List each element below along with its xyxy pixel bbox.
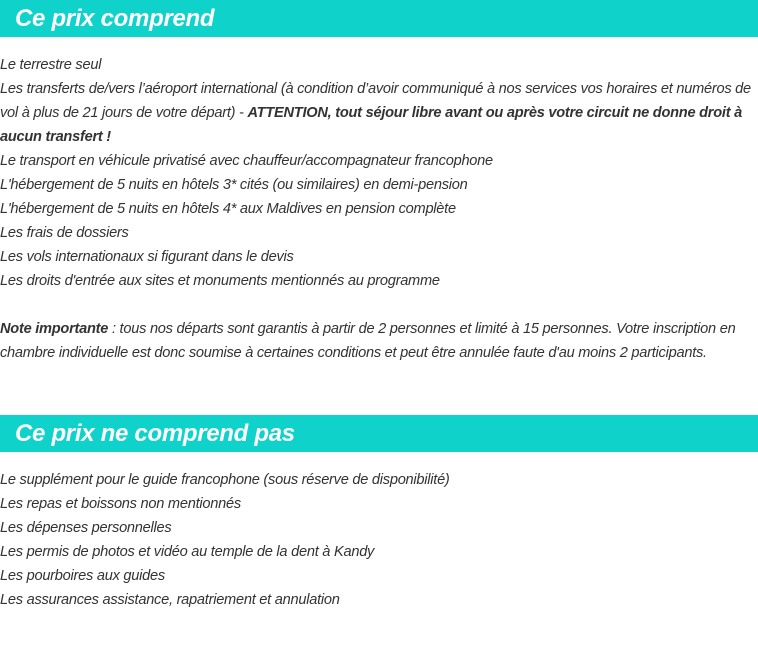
includes-list <box>0 53 756 293</box>
transfer-text: Les transferts de/vers l’aéroport international (à condition d’avoir communiqué à nos services vos horaires et numéros de vol à plus de 21 jours de votre départ) - <box>0 81 751 121</box>
list-item: Les dépenses personnelles <box>0 520 172 536</box>
list-item: Les permis de photos et vidéo au temple de la dent à Kandy <box>0 544 375 560</box>
includes-header <box>0 0 758 37</box>
list-item: Les droits d'entrée aux sites et monuments mentionnés au programme <box>0 273 440 289</box>
list-item: Les repas et boissons non mentionnés <box>0 496 241 512</box>
important-note <box>0 317 756 365</box>
list-item: Le supplément pour le guide francophone (sous réserve de disponibilité) <box>0 472 450 488</box>
list-item: Le terrestre seul <box>0 57 102 73</box>
list-item: Les assurances assistance, rapatriement et annulation <box>0 592 340 608</box>
excludes-title: Ce prix ne comprend pas <box>15 420 295 447</box>
list-item: Les frais de dossiers <box>0 225 129 241</box>
note-label: Note importante <box>0 321 109 337</box>
transfer-warning: ATTENTION, tout séjour libre avant ou après votre circuit ne donne droit à aucun transfert ! <box>0 105 742 145</box>
excludes-list-block <box>0 468 756 612</box>
note-text: : tous nos départs sont garantis à partir de 2 personnes et limité à 15 personnes. Votre inscription en chambre individuelle est donc soumise à certaines conditions et peut être annulée faute d'au moins 2 participants. <box>0 321 736 361</box>
excludes-list <box>0 468 756 612</box>
includes-title: Ce prix comprend <box>15 5 215 32</box>
list-item <box>0 77 756 149</box>
excludes-header <box>0 415 758 452</box>
list-item: L'hébergement de 5 nuits en hôtels 4* aux Maldives en pension complète <box>0 201 456 217</box>
list-item: Les pourboires aux guides <box>0 568 165 584</box>
list-item: Les vols internationaux si figurant dans le devis <box>0 249 294 265</box>
includes-list-block <box>0 53 756 293</box>
list-item: Le transport en véhicule privatisé avec chauffeur/accompagnateur francophone <box>0 153 493 169</box>
list-item: L'hébergement de 5 nuits en hôtels 3* cités (ou similaires) en demi-pension <box>0 177 468 193</box>
